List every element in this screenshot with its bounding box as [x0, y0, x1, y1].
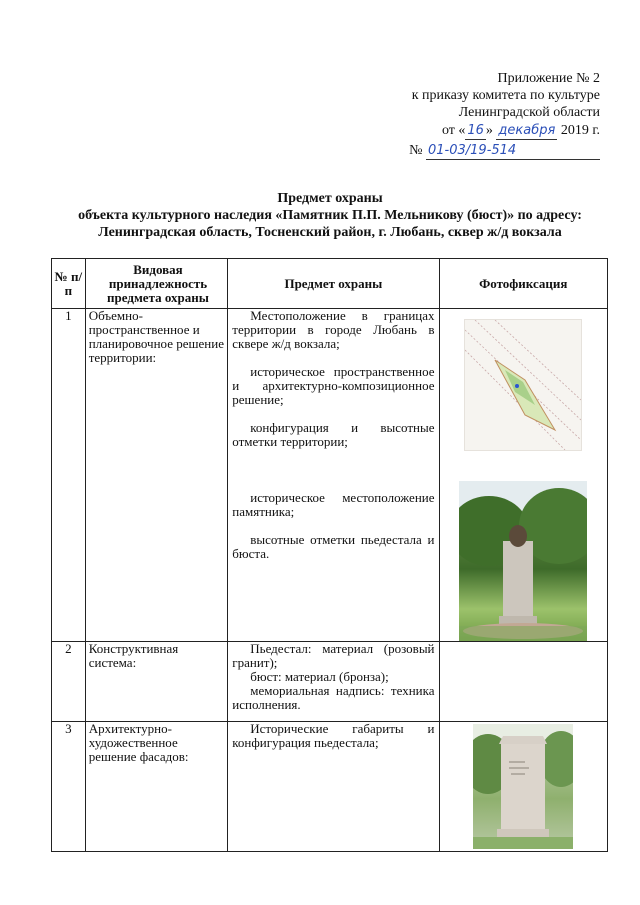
appendix-label: Приложение № 2	[497, 71, 600, 86]
title-line-3: Ленинградская область, Тосненский район, г. Любань, сквер ж/д вокзала	[98, 225, 562, 240]
row-subjects	[228, 722, 439, 852]
document-title	[30, 190, 630, 241]
date-day: 16	[467, 123, 484, 138]
order-attachment-header	[409, 70, 600, 160]
region-name: Ленинградской области	[458, 105, 600, 120]
table-header-row	[52, 259, 608, 309]
header-num: № п/п	[52, 259, 86, 309]
row-num: 3	[52, 722, 86, 852]
header-photo: Фотофиксация	[439, 259, 607, 309]
monument-park-photo	[459, 481, 587, 641]
header-type: Видовая принадлежность предмета охраны	[85, 259, 228, 309]
row-subjects	[228, 642, 439, 722]
date-mid: »	[485, 123, 493, 138]
table-row	[52, 642, 608, 722]
title-line-1: Предмет охраны	[277, 191, 383, 206]
row-photos	[439, 309, 607, 642]
title-line-2: объекта культурного наследия «Памятник П.П. Мельникову (бюст)» по адресу:	[78, 208, 582, 223]
order-reference: к приказу комитета по культуре	[411, 88, 600, 103]
subject-item: Исторические габариты и конфигурация пьедестала;	[232, 721, 435, 750]
order-date	[409, 122, 600, 140]
subject-item: Местоположение в границах территории в городе Любань в сквере ж/д вокзала;	[232, 308, 435, 351]
table-row	[52, 309, 608, 642]
row-num: 1	[52, 309, 86, 642]
protection-subject-table	[51, 258, 608, 852]
subject-item: Пьедестал: материал (розовый гранит);	[232, 641, 435, 670]
subject-item: историческое пространственное и архитектурно-композиционное решение;	[232, 364, 435, 407]
subject-item: мемориальная надпись: техника исполнения.	[232, 683, 435, 712]
header-subject: Предмет охраны	[228, 259, 439, 309]
row-photos	[439, 722, 607, 852]
site-plan-photo	[464, 319, 582, 451]
order-number	[409, 142, 600, 160]
row-type: Объемно-пространственное и планировочное решение территории:	[85, 309, 228, 642]
row-subjects	[228, 309, 439, 642]
date-month: декабря	[498, 123, 556, 138]
subject-item: высотные отметки пьедестала и бюста.	[232, 532, 435, 561]
date-year: 2019 г.	[560, 123, 600, 138]
number-value: 01-03/19-514	[426, 142, 600, 160]
subject-item: историческое местоположение памятника;	[232, 490, 435, 519]
row-type: Архитектурно-художественное решение фасадов:	[85, 722, 228, 852]
table-row	[52, 722, 608, 852]
row-photos	[439, 642, 607, 722]
subject-item: конфигурация и высотные отметки территории;	[232, 420, 435, 449]
row-num: 2	[52, 642, 86, 722]
subject-item: бюст: материал (бронза);	[250, 669, 389, 684]
pedestal-photo	[473, 724, 573, 849]
number-prefix: №	[409, 143, 423, 158]
row-type: Конструктивная система:	[85, 642, 228, 722]
date-prefix: от «	[441, 123, 466, 138]
